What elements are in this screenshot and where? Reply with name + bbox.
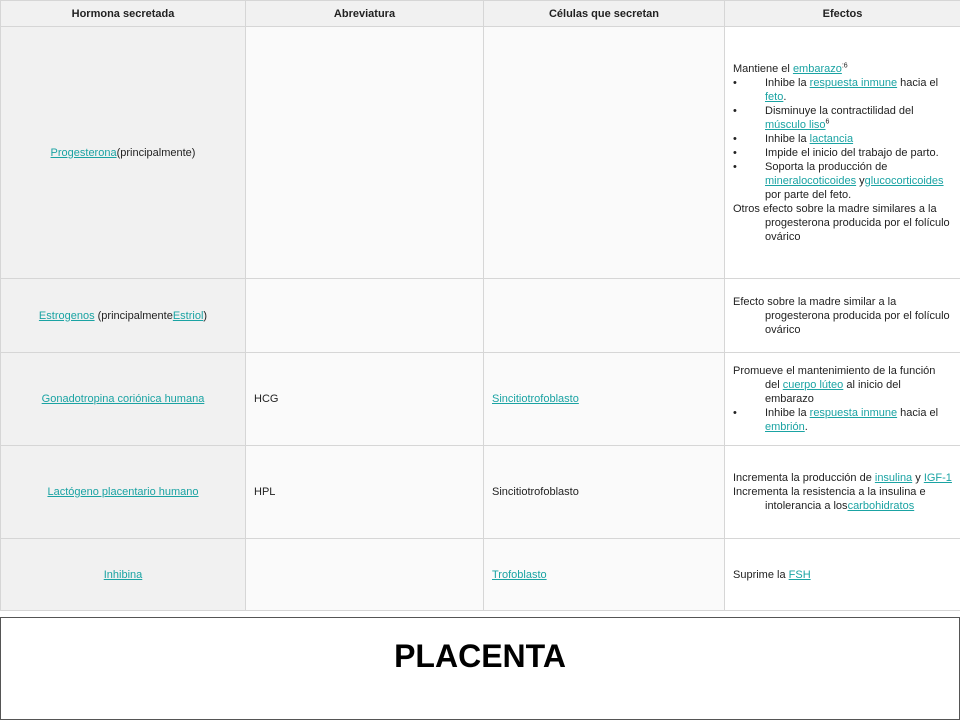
table-row-hcg <box>1 353 960 446</box>
cell-hormone <box>1 353 246 446</box>
link-cuerpo-luteo[interactable]: cuerpo lúteo <box>782 379 844 391</box>
cell-abbreviation <box>246 27 484 279</box>
link-inhibina[interactable]: Inhibina <box>103 568 143 581</box>
cell-secreting-cells <box>484 279 725 353</box>
cell-hormone <box>1 539 246 611</box>
cell-secreting-cells <box>484 539 725 611</box>
header-abbreviation: Abreviatura <box>246 1 484 27</box>
table-header-row <box>1 1 960 27</box>
cell-abbreviation <box>246 539 484 611</box>
link-estriol[interactable]: Estriol <box>172 309 204 322</box>
effect-text: Suprime la FSH <box>733 568 811 581</box>
title-banner <box>0 617 960 720</box>
effects-list <box>733 406 952 434</box>
link-musculo-liso[interactable]: músculo liso <box>765 118 826 131</box>
table-row-inhibina <box>1 539 960 611</box>
link-trofoblasto[interactable]: Trofoblasto <box>492 568 547 581</box>
link-igf-1[interactable]: IGF-1 <box>923 472 952 484</box>
link-carbohidratos[interactable]: carbohidratos <box>847 500 915 512</box>
cell-secreting-cells <box>484 353 725 446</box>
citation-6[interactable]: 6 <box>825 117 830 125</box>
cell-abbreviation: HCG <box>246 353 484 446</box>
header-secreting-cells: Células que secretan <box>484 1 725 27</box>
effect-other: Otros efecto sobre la madre similares a la progesterona producida por el folículo ovárico <box>733 202 950 243</box>
cell-hormone: Estrogenos (principalmenteEstriol) <box>1 279 246 353</box>
link-respuesta-inmune[interactable]: respuesta inmune <box>809 76 898 89</box>
effect-intro: Mantiene el embarazo$^{:6}$ <box>733 61 848 75</box>
link-gonadotropina[interactable]: Gonadotropina coriónica humana <box>41 393 205 405</box>
header-effects: Efectos <box>725 1 960 27</box>
table-row-hpl <box>1 446 960 539</box>
cell-abbreviation <box>246 279 484 353</box>
link-lactancia[interactable]: lactancia <box>809 132 854 145</box>
link-embrion[interactable]: embrión <box>765 421 805 433</box>
link-lactogeno[interactable]: Lactógeno placentario humano <box>47 486 199 498</box>
table-row-estrogenos <box>1 279 960 353</box>
cell-effects <box>725 27 960 279</box>
link-progesterona[interactable]: Progesterona <box>50 146 117 159</box>
list-item: • Inhibe la respuesta inmune hacia el feto. <box>733 76 952 104</box>
list-item: • Impide el inicio del trabajo de parto. <box>733 146 952 160</box>
cell-effects <box>725 353 960 446</box>
header-hormone: Hormona secretada <box>1 1 246 27</box>
link-sincitiotrofoblasto[interactable]: Sincitiotrofoblasto <box>492 393 579 405</box>
link-insulina[interactable]: insulina <box>874 472 913 484</box>
cell-secreting-cells: Sincitiotrofoblasto <box>484 446 725 539</box>
hormone-note: (principalmente) <box>116 146 196 159</box>
list-item: • Soporta la producción de mineralocoticoides yglucocorticoides por parte del feto. <box>733 160 952 202</box>
effects-list <box>733 76 952 202</box>
effect-intro: Incrementa la producción de insulina y IGF-1 <box>733 472 952 484</box>
table-row-progesterona <box>1 27 960 279</box>
cell-effects <box>725 279 960 353</box>
effect-text: Efecto sobre la madre similar a la progesterona producida por el folículo ovárico <box>733 295 950 336</box>
list-item: • Disminuye la contractilidad del músculo liso$^6$ <box>733 104 952 132</box>
citation-6[interactable]: :6 <box>841 61 848 69</box>
link-feto[interactable]: feto <box>765 90 784 103</box>
cell-hormone <box>1 446 246 539</box>
link-embarazo[interactable]: embarazo <box>792 62 842 75</box>
page-title: PLACENTA <box>394 638 566 674</box>
effect-second: Incrementa la resistencia a la insulina e intolerancia a loscarbohidratos <box>733 486 926 512</box>
cell-effects <box>725 446 960 539</box>
cell-hormone <box>1 27 246 279</box>
cell-secreting-cells <box>484 27 725 279</box>
cell-abbreviation: HPL <box>246 446 484 539</box>
effect-intro: Promueve el mantenimiento de la función del cuerpo lúteo al inicio del embarazo <box>733 365 936 405</box>
link-fsh[interactable]: FSH <box>788 568 811 581</box>
list-item: • Inhibe la respuesta inmune hacia el embrión. <box>733 406 952 434</box>
link-mineralocoticoides[interactable]: mineralocoticoides <box>765 174 857 187</box>
list-item: • Inhibe la lactancia <box>733 132 952 146</box>
link-estrogenos[interactable]: Estrogenos <box>38 309 95 322</box>
cell-effects <box>725 539 960 611</box>
link-respuesta-inmune[interactable]: respuesta inmune <box>809 407 898 419</box>
link-glucocorticoides[interactable]: glucocorticoides <box>864 174 944 187</box>
